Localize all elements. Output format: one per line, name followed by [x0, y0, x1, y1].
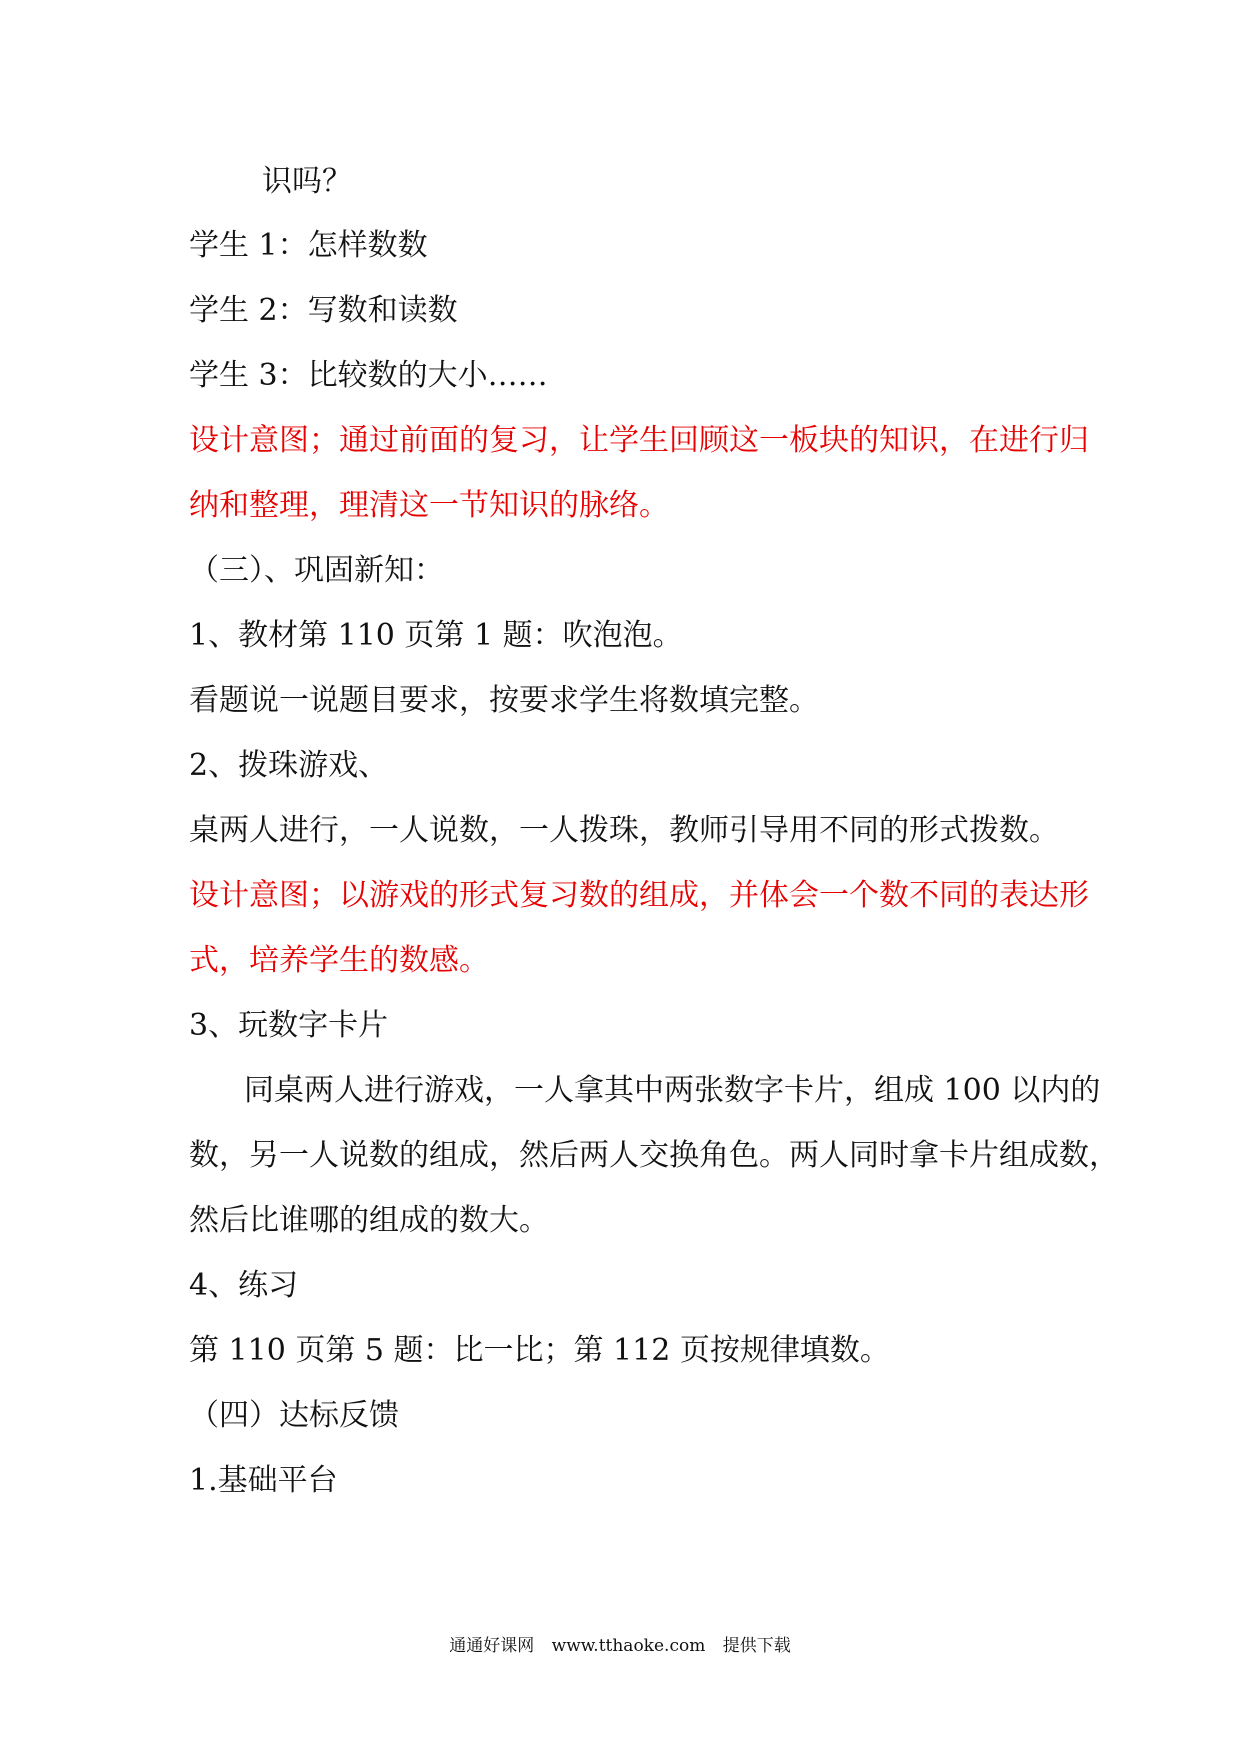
text-line-item-3-desc-2: 数，另一人说数的组成，然后两人交换角色。两人同时拿卡片组成数，	[189, 1138, 1119, 1173]
footer-url: www.tthaoke.com	[551, 1636, 706, 1656]
text-line-question-end: 识吗？	[262, 164, 352, 199]
text-line-item-4: 4、练习	[189, 1268, 299, 1303]
text-line-basic-platform: 1.基础平台	[189, 1463, 338, 1498]
design-intent-1-line-2: 纳和整理，理清这一节知识的脉络。	[189, 488, 669, 523]
text-line-item-1-desc: 看题说一说题目要求，按要求学生将数填完整。	[189, 683, 819, 718]
design-intent-2-line-2: 式，培养学生的数感。	[189, 943, 489, 978]
footer-site-name: 通通好课网	[449, 1636, 535, 1656]
text-line-student-3: 学生 3：比较数的大小……	[189, 358, 548, 393]
text-line-item-2-desc: 桌两人进行，一人说数，一人拨珠，教师引导用不同的形式拨数。	[189, 813, 1059, 848]
design-intent-1-line-1: 设计意图；通过前面的复习，让学生回顾这一板块的知识，在进行归	[189, 423, 1089, 458]
text-line-student-2: 学生 2：写数和读数	[189, 293, 458, 328]
section-heading-consolidate: （三）、巩固新知：	[189, 553, 444, 588]
design-intent-2-line-1: 设计意图；以游戏的形式复习数的组成，并体会一个数不同的表达形	[189, 878, 1089, 913]
section-heading-feedback: （四）达标反馈	[189, 1398, 399, 1433]
page-footer	[0, 1634, 1240, 1658]
text-line-item-4-desc: 第 110 页第 5 题：比一比；第 112 页按规律填数。	[189, 1333, 890, 1368]
text-line-item-3-desc-1: 同桌两人进行游戏，一人拿其中两张数字卡片，组成 100 以内的	[244, 1073, 1101, 1108]
footer-suffix: 提供下载	[722, 1636, 791, 1656]
text-line-item-3-desc-3: 然后比谁哪的组成的数大。	[189, 1203, 549, 1238]
text-line-item-3: 3、玩数字卡片	[189, 1008, 389, 1043]
text-line-item-1: 1、教材第 110 页第 1 题：吹泡泡。	[189, 618, 683, 653]
text-line-item-2: 2、拨珠游戏、	[189, 748, 389, 783]
text-line-student-1: 学生 1：怎样数数	[189, 228, 428, 263]
